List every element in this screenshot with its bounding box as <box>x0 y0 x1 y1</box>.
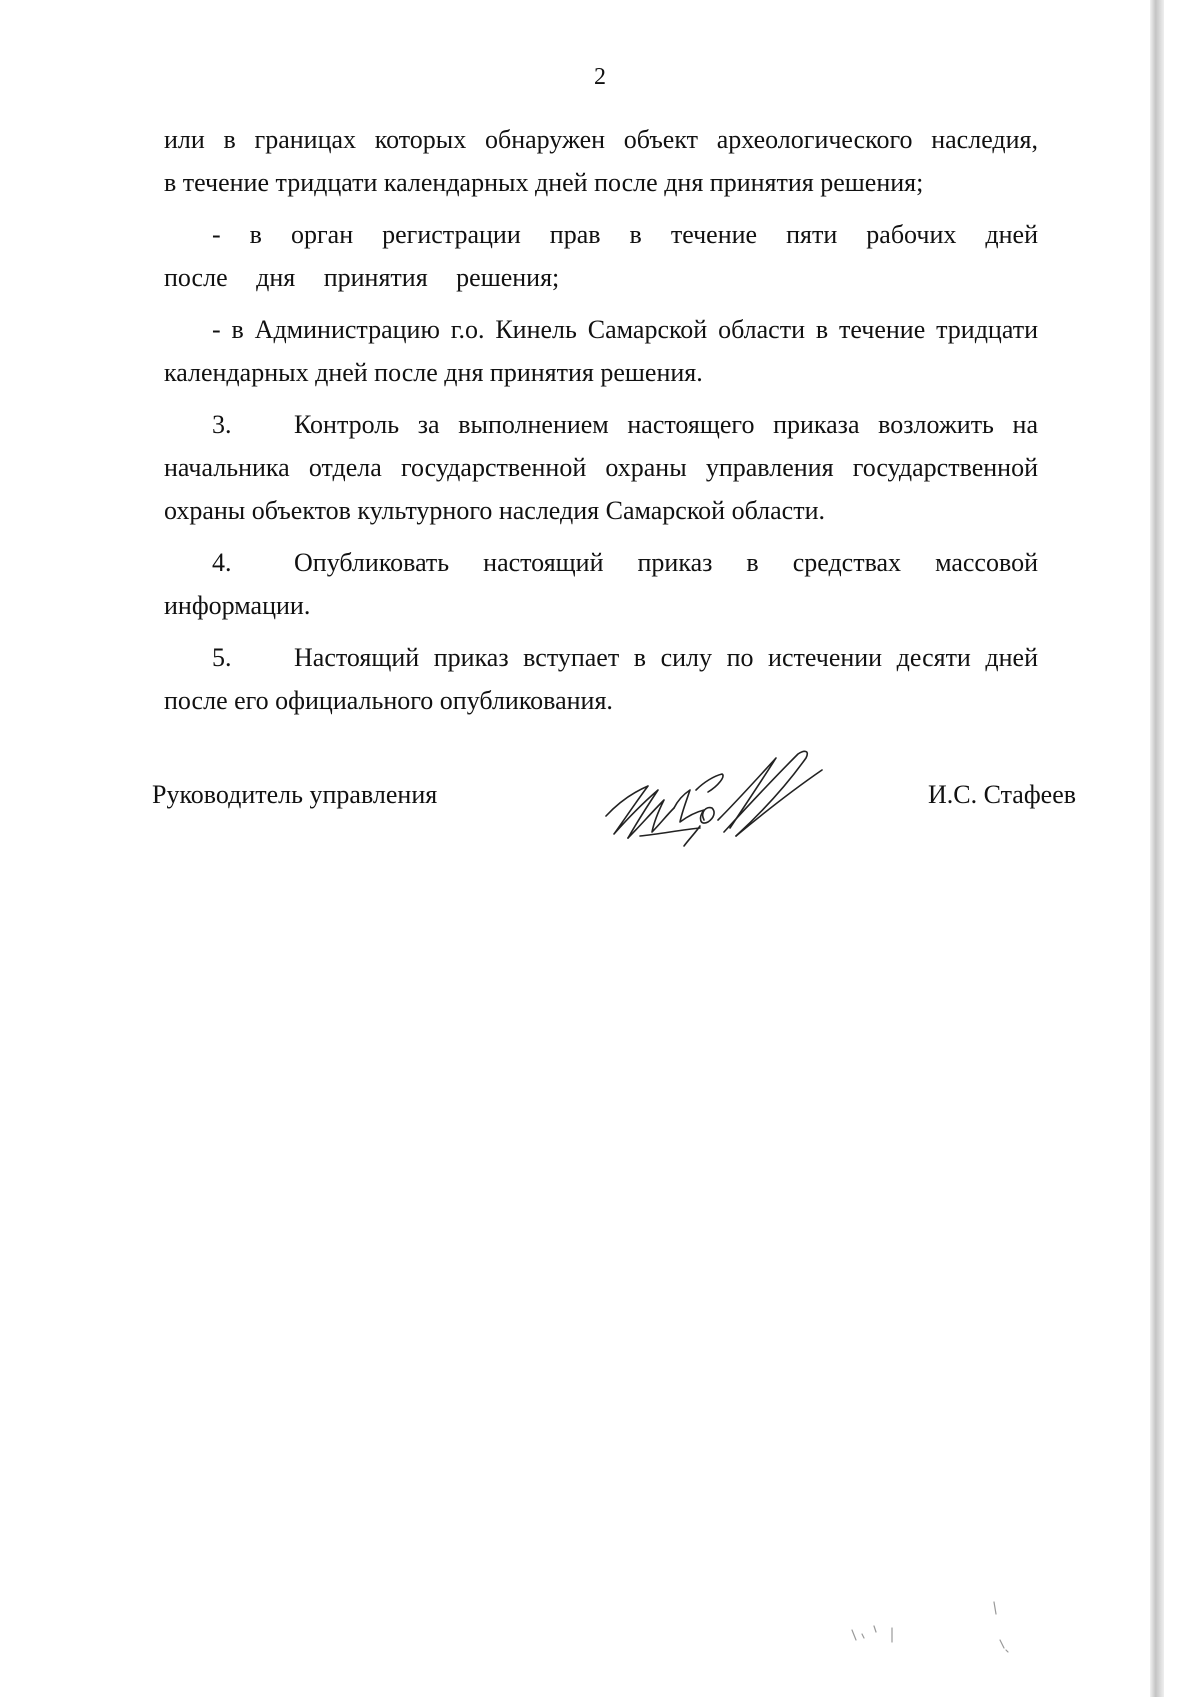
paragraph-administration: - в Администрацию г.о. Кинель Самарской области в течение тридцати календарных дней после дня принятия решения. <box>164 315 1038 387</box>
paragraph-continuation <box>164 118 1038 204</box>
page-number: 2 <box>594 64 606 90</box>
list-item-4 <box>164 541 1038 627</box>
list-item-3 <box>164 403 1038 532</box>
list-item-text: Опубликовать настоящий приказ в средствах массовой информации. <box>164 548 1038 620</box>
scan-specks <box>840 1600 1040 1680</box>
list-item-5 <box>164 636 1038 722</box>
signature-block <box>0 740 1200 880</box>
list-item-number: 3. <box>212 410 232 439</box>
list-item-number: 5. <box>212 643 232 672</box>
list-item-number: 4. <box>212 548 232 577</box>
signer-name: И.С. Стафеев <box>928 780 1077 809</box>
list-item-text: Контроль за выполнением настоящего приказа возложить на начальника отдела государственной охраны управления государственной охраны объектов культурного наследия Самарской области. <box>164 410 1038 525</box>
paragraph-registration: - в орган регистрации прав в течение пяти рабочих дней после дня принятия решения; <box>164 220 1038 292</box>
list-item-text: Настоящий приказ вступает в силу по истечении десяти дней после его официального опубликования. <box>164 643 1038 715</box>
document-body <box>164 118 1038 731</box>
paragraph-line-2: в течение тридцати календарных дней после дня принятия решения; <box>164 168 924 197</box>
paragraph-line-1: или в границах которых обнаружен объект археологического наследия, <box>164 125 1038 154</box>
handwritten-signature <box>600 746 830 866</box>
signer-title: Руководитель управления <box>152 780 438 809</box>
